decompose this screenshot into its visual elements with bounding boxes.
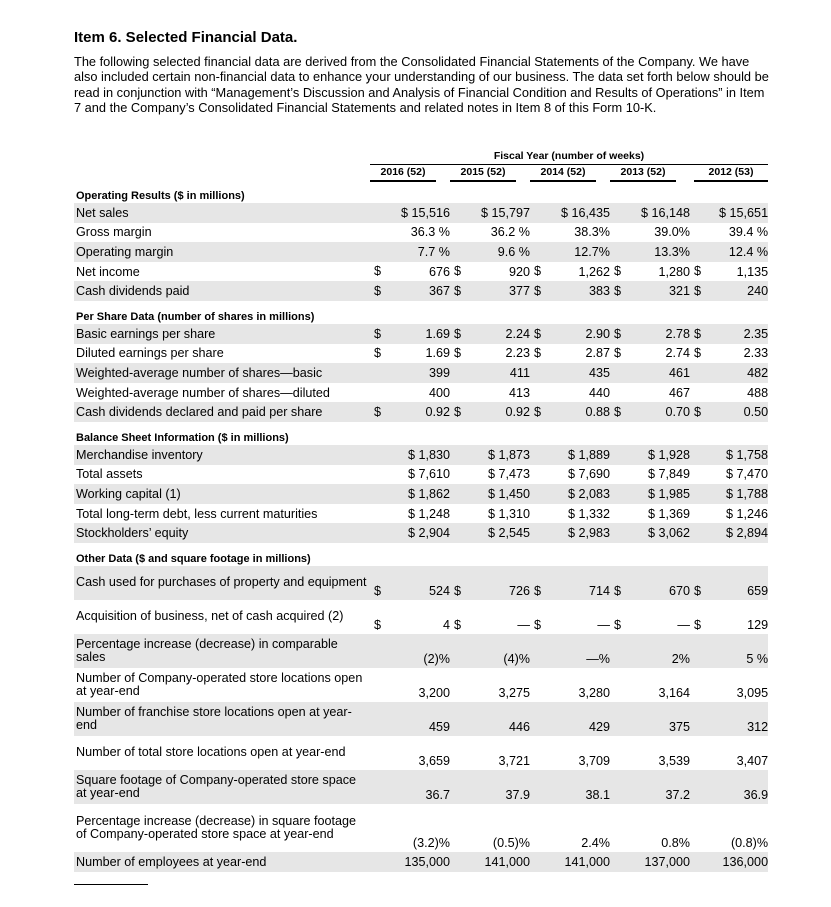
section-title: Per Share Data (number of shares in millions) xyxy=(76,310,315,323)
dollar-sign: $ xyxy=(694,283,702,298)
table-cell xyxy=(610,566,690,600)
cell-value: 2.87 xyxy=(585,346,610,361)
dollar-sign: $ xyxy=(694,346,702,361)
dollar-sign: $ xyxy=(694,326,702,341)
table-cell: 37.2 xyxy=(610,770,690,804)
cell-value: 2.24 xyxy=(505,326,530,341)
cell-value: 676 xyxy=(428,264,450,279)
table-cell xyxy=(690,344,768,364)
dollar-sign: $ xyxy=(374,617,382,632)
table-row xyxy=(74,445,768,465)
table-cell: 3,659 xyxy=(418,753,450,768)
table-cell: (2)% xyxy=(370,634,450,668)
table-cell: $ 16,435 xyxy=(530,203,610,223)
table-row xyxy=(74,262,768,282)
table-cell xyxy=(370,262,450,282)
table-cell: 400 xyxy=(428,385,450,400)
row-label: Percentage increase (decrease) in square footage of Company-operated store space at year-end xyxy=(76,813,357,841)
table-cell xyxy=(450,262,530,282)
footnote-rule xyxy=(74,884,148,885)
table-cell: 467 xyxy=(668,385,690,400)
table-cell xyxy=(690,324,768,344)
row-label: Net income xyxy=(76,264,140,279)
dollar-sign: $ xyxy=(454,283,462,298)
table-cell: 3,164 xyxy=(658,685,690,700)
table-row xyxy=(74,363,768,383)
table-row xyxy=(74,402,768,422)
row-label: Cash used for purchases of property and equipment xyxy=(74,566,370,600)
dollar-sign: $ xyxy=(534,326,542,341)
dollar-sign: $ xyxy=(614,326,622,341)
table-cell xyxy=(610,281,690,301)
table-cell: 461 xyxy=(610,363,690,383)
cell-value: 659 xyxy=(747,583,769,598)
table-cell: 488 xyxy=(747,385,769,400)
table-row xyxy=(74,484,768,504)
table-row xyxy=(74,281,768,301)
table-cell: $ 7,849 xyxy=(647,467,690,482)
row-label: Net sales xyxy=(74,203,370,223)
table-cell: $ 1,928 xyxy=(610,445,690,465)
cell-value: 321 xyxy=(668,284,690,299)
table-cell xyxy=(690,600,768,634)
dollar-sign: $ xyxy=(454,404,462,419)
table-cell: —% xyxy=(530,634,610,668)
dollar-sign: $ xyxy=(374,283,382,298)
row-label: Number of employees at year-end xyxy=(74,852,370,872)
table-cell: $ 16,148 xyxy=(610,203,690,223)
cell-value: 1,280 xyxy=(658,264,690,279)
cell-value: 0.88 xyxy=(585,405,610,420)
table-cell: 5 % xyxy=(690,634,768,668)
table-cell: $ 3,062 xyxy=(610,523,690,543)
section-title: Balance Sheet Information ($ in millions) xyxy=(76,431,289,444)
table-cell xyxy=(530,324,610,344)
table-row xyxy=(74,852,768,872)
table-row xyxy=(74,383,768,403)
table-cell xyxy=(450,281,530,301)
table-cell: 12.4 % xyxy=(690,242,768,262)
table-cell xyxy=(370,600,450,634)
section-title: Other Data ($ and square footage in millions) xyxy=(76,552,311,565)
table-cell: 3,407 xyxy=(736,753,769,768)
dollar-sign: $ xyxy=(614,283,622,298)
table-cell: 38.1 xyxy=(530,770,610,804)
table-cell: (4)% xyxy=(450,634,530,668)
table-cell: 440 xyxy=(588,385,610,400)
cell-value: 0.92 xyxy=(425,405,450,420)
row-label: Square footage of Company-operated store space at year-end xyxy=(74,770,370,804)
dollar-sign: $ xyxy=(534,583,542,598)
table-row xyxy=(74,523,768,543)
page-title: Item 6. Selected Financial Data. xyxy=(74,29,298,46)
section-title: Operating Results ($ in millions) xyxy=(76,190,245,202)
row-label: Percentage increase (decrease) in comparable sales xyxy=(74,634,370,668)
table-cell xyxy=(690,402,768,422)
table-row xyxy=(74,566,768,600)
table-cell: 137,000 xyxy=(610,852,690,872)
cell-value: 367 xyxy=(428,284,450,299)
row-label: Working capital (1) xyxy=(74,484,370,504)
cell-value: 1.69 xyxy=(425,346,450,361)
table-cell: 429 xyxy=(530,702,610,736)
table-cell: 411 xyxy=(450,363,530,383)
table-cell xyxy=(610,344,690,364)
table-cell xyxy=(370,324,450,344)
cell-value: 129 xyxy=(747,617,769,632)
financial-data-table xyxy=(74,180,768,872)
row-label: Number of Company-operated store locations open at year-end xyxy=(76,670,363,698)
table-cell: $ 2,904 xyxy=(370,523,450,543)
cell-value: 1,262 xyxy=(578,264,610,279)
cell-value: 2.74 xyxy=(665,346,690,361)
cell-value: 383 xyxy=(588,284,610,299)
table-cell xyxy=(530,402,610,422)
table-cell: 435 xyxy=(530,363,610,383)
table-cell: $ 1,889 xyxy=(530,445,610,465)
table-row xyxy=(74,668,768,702)
table-cell: $ 7,473 xyxy=(487,467,530,482)
table-cell xyxy=(450,566,530,600)
table-cell: $ 7,690 xyxy=(567,467,610,482)
cell-value: 1.69 xyxy=(425,326,450,341)
cell-value: 2.78 xyxy=(665,326,690,341)
table-row xyxy=(74,344,768,364)
table-cell: 399 xyxy=(370,363,450,383)
table-cell: 375 xyxy=(610,702,690,736)
table-cell: 3,721 xyxy=(498,753,530,768)
dollar-sign: $ xyxy=(534,404,542,419)
cell-value: 0.50 xyxy=(743,405,769,420)
table-cell xyxy=(530,600,610,634)
table-row xyxy=(74,324,768,344)
table-cell: $ 1,310 xyxy=(487,506,530,521)
table-cell xyxy=(450,600,530,634)
section-header-row xyxy=(74,180,768,203)
table-cell: $ 1,246 xyxy=(726,506,769,521)
table-cell xyxy=(690,262,768,282)
column-header: 2014 (52) xyxy=(530,166,596,182)
dollar-sign: $ xyxy=(694,617,702,632)
table-row xyxy=(74,736,768,770)
table-cell: $ 1,873 xyxy=(450,445,530,465)
row-label: Weighted-average number of shares—basic xyxy=(74,363,370,383)
table-cell: 136,000 xyxy=(690,852,768,872)
cell-value: 920 xyxy=(508,264,530,279)
dollar-sign: $ xyxy=(614,617,622,632)
column-header: 2013 (52) xyxy=(610,166,676,182)
table-cell: $ 1,788 xyxy=(690,484,768,504)
cell-value: 714 xyxy=(588,583,610,598)
cell-value: 726 xyxy=(508,583,530,598)
table-cell: $ 1,450 xyxy=(450,484,530,504)
table-row xyxy=(74,223,768,243)
table-row xyxy=(74,634,768,668)
table-cell xyxy=(610,262,690,282)
cell-value: 2.33 xyxy=(743,346,769,361)
table-cell: 312 xyxy=(690,702,768,736)
dollar-sign: $ xyxy=(614,264,622,279)
table-cell: (3.2)% xyxy=(412,835,450,850)
table-cell: $ 1,985 xyxy=(610,484,690,504)
table-cell: 38.3% xyxy=(574,225,610,240)
table-row xyxy=(74,804,768,852)
section-header-row xyxy=(74,422,768,445)
cell-value: 524 xyxy=(428,583,450,598)
cell-value: 0.92 xyxy=(505,405,530,420)
dollar-sign: $ xyxy=(454,346,462,361)
table-cell: 482 xyxy=(690,363,768,383)
cell-value: 0.70 xyxy=(665,405,690,420)
row-label: Total assets xyxy=(76,467,143,482)
table-cell: 2% xyxy=(610,634,690,668)
row-label: Operating margin xyxy=(74,242,370,262)
table-cell: 36.7 xyxy=(370,770,450,804)
cell-value: 670 xyxy=(668,583,690,598)
table-cell: 413 xyxy=(508,385,530,400)
dollar-sign: $ xyxy=(614,404,622,419)
table-cell: 7.7 % xyxy=(370,242,450,262)
dollar-sign: $ xyxy=(694,583,702,598)
dollar-sign: $ xyxy=(694,264,702,279)
table-cell: $ 1,830 xyxy=(370,445,450,465)
dollar-sign: $ xyxy=(374,264,382,279)
header-rule xyxy=(370,164,768,165)
column-header: 2015 (52) xyxy=(450,166,516,182)
table-cell: $ 1,758 xyxy=(690,445,768,465)
table-cell: 0.8% xyxy=(661,835,690,850)
dollar-sign: $ xyxy=(454,264,462,279)
table-cell xyxy=(530,344,610,364)
table-cell: 135,000 xyxy=(370,852,450,872)
dollar-sign: $ xyxy=(694,404,702,419)
table-row xyxy=(74,504,768,524)
table-cell: 13.3% xyxy=(610,242,690,262)
table-cell xyxy=(610,402,690,422)
table-cell xyxy=(450,324,530,344)
table-cell xyxy=(610,324,690,344)
dollar-sign: $ xyxy=(534,283,542,298)
row-label: Total long-term debt, less current maturities xyxy=(76,506,318,521)
table-cell: 36.9 xyxy=(690,770,768,804)
dollar-sign: $ xyxy=(374,583,382,598)
table-cell: $ 2,083 xyxy=(530,484,610,504)
table-cell: 9.6 % xyxy=(450,242,530,262)
cell-value: — xyxy=(677,617,690,632)
table-row xyxy=(74,203,768,223)
table-cell: 37.9 xyxy=(450,770,530,804)
table-cell: 36.2 % xyxy=(490,225,530,240)
section-header-row xyxy=(74,543,768,566)
table-cell: 3,709 xyxy=(578,753,610,768)
table-row xyxy=(74,702,768,736)
table-cell: 446 xyxy=(450,702,530,736)
dollar-sign: $ xyxy=(454,583,462,598)
row-label: Cash dividends declared and paid per share xyxy=(74,402,370,422)
row-label: Gross margin xyxy=(76,225,152,240)
row-label: Number of franchise store locations open at year-end xyxy=(74,702,370,736)
table-cell xyxy=(610,600,690,634)
intro-paragraph: The following selected financial data are derived from the Consolidated Financial Statements of the Company. We have also included certain non-financial data to enhance your understanding of our business. The data set forth below should be read in conjunction with “Management’s Discussion and Analysis of Financial Condition and Results of Operations” in Item 7 and the Company’s Consolidated Financial Statements and related notes in Item 8 of this Form 10-K. xyxy=(74,54,769,116)
table-cell xyxy=(370,566,450,600)
table-cell: $ 1,862 xyxy=(370,484,450,504)
row-label: Basic earnings per share xyxy=(74,324,370,344)
table-cell: 2.4% xyxy=(581,835,610,850)
table-cell: 39.0% xyxy=(654,225,690,240)
table-cell xyxy=(370,402,450,422)
table-cell xyxy=(530,281,610,301)
row-label: Stockholders’ equity xyxy=(74,523,370,543)
column-header: 2016 (52) xyxy=(370,166,436,182)
table-cell: (0.8)% xyxy=(730,835,769,850)
table-cell: $ 15,797 xyxy=(450,203,530,223)
table-cell: 39.4 % xyxy=(728,225,769,240)
table-cell xyxy=(530,566,610,600)
cell-value: 377 xyxy=(508,284,530,299)
dollar-sign: $ xyxy=(534,346,542,361)
cell-value: 1,135 xyxy=(736,264,769,279)
row-label: Merchandise inventory xyxy=(74,445,370,465)
table-cell xyxy=(370,344,450,364)
row-label: Number of total store locations open at year-end xyxy=(76,745,346,760)
table-cell: (0.5)% xyxy=(492,835,530,850)
dollar-sign: $ xyxy=(614,346,622,361)
table-cell: 3,275 xyxy=(498,685,530,700)
dollar-sign: $ xyxy=(374,404,382,419)
dollar-sign: $ xyxy=(454,326,462,341)
dollar-sign: $ xyxy=(374,326,382,341)
table-cell: 459 xyxy=(370,702,450,736)
table-cell: 141,000 xyxy=(530,852,610,872)
table-row xyxy=(74,465,768,485)
cell-value: 2.35 xyxy=(743,326,769,341)
cell-value: 4 xyxy=(442,617,450,632)
table-cell: 3,095 xyxy=(736,685,769,700)
cell-value: — xyxy=(517,617,530,632)
table-cell: 3,280 xyxy=(578,685,610,700)
dollar-sign: $ xyxy=(534,264,542,279)
section-header-row xyxy=(74,301,768,324)
row-label: Acquisition of business, net of cash acquired (2) xyxy=(76,609,344,624)
table-cell: 3,200 xyxy=(418,685,450,700)
fiscal-year-header: Fiscal Year (number of weeks) xyxy=(493,150,645,162)
cell-value: — xyxy=(597,617,610,632)
table-cell xyxy=(690,281,768,301)
table-cell: $ 2,983 xyxy=(530,523,610,543)
dollar-sign: $ xyxy=(614,583,622,598)
table-cell: 12.7% xyxy=(530,242,610,262)
table-cell: $ 1,332 xyxy=(567,506,610,521)
dollar-sign: $ xyxy=(454,617,462,632)
table-cell: $ 2,894 xyxy=(690,523,768,543)
table-cell: $ 15,651 xyxy=(690,203,768,223)
table-row xyxy=(74,242,768,262)
table-cell: $ 7,610 xyxy=(407,467,450,482)
table-cell xyxy=(690,566,768,600)
table-cell xyxy=(450,402,530,422)
cell-value: 2.90 xyxy=(585,326,610,341)
column-header: 2012 (53) xyxy=(694,166,768,182)
cell-value: 2.23 xyxy=(505,346,530,361)
row-label: Cash dividends paid xyxy=(74,281,370,301)
cell-value: 240 xyxy=(747,284,769,299)
table-cell: $ 2,545 xyxy=(450,523,530,543)
row-label: Diluted earnings per share xyxy=(76,346,224,361)
dollar-sign: $ xyxy=(374,346,382,361)
table-cell: 36.3 % xyxy=(410,225,450,240)
dollar-sign: $ xyxy=(534,617,542,632)
table-row xyxy=(74,770,768,804)
table-cell xyxy=(370,281,450,301)
table-cell xyxy=(530,262,610,282)
row-label: Weighted-average number of shares—diluted xyxy=(76,385,330,400)
table-cell: $ 7,470 xyxy=(726,467,769,482)
table-cell: $ 1,248 xyxy=(407,506,450,521)
table-cell: $ 15,516 xyxy=(370,203,450,223)
table-cell: $ 1,369 xyxy=(647,506,690,521)
table-cell xyxy=(450,344,530,364)
table-cell: 3,539 xyxy=(658,753,690,768)
table-row xyxy=(74,600,768,634)
table-cell: 141,000 xyxy=(450,852,530,872)
